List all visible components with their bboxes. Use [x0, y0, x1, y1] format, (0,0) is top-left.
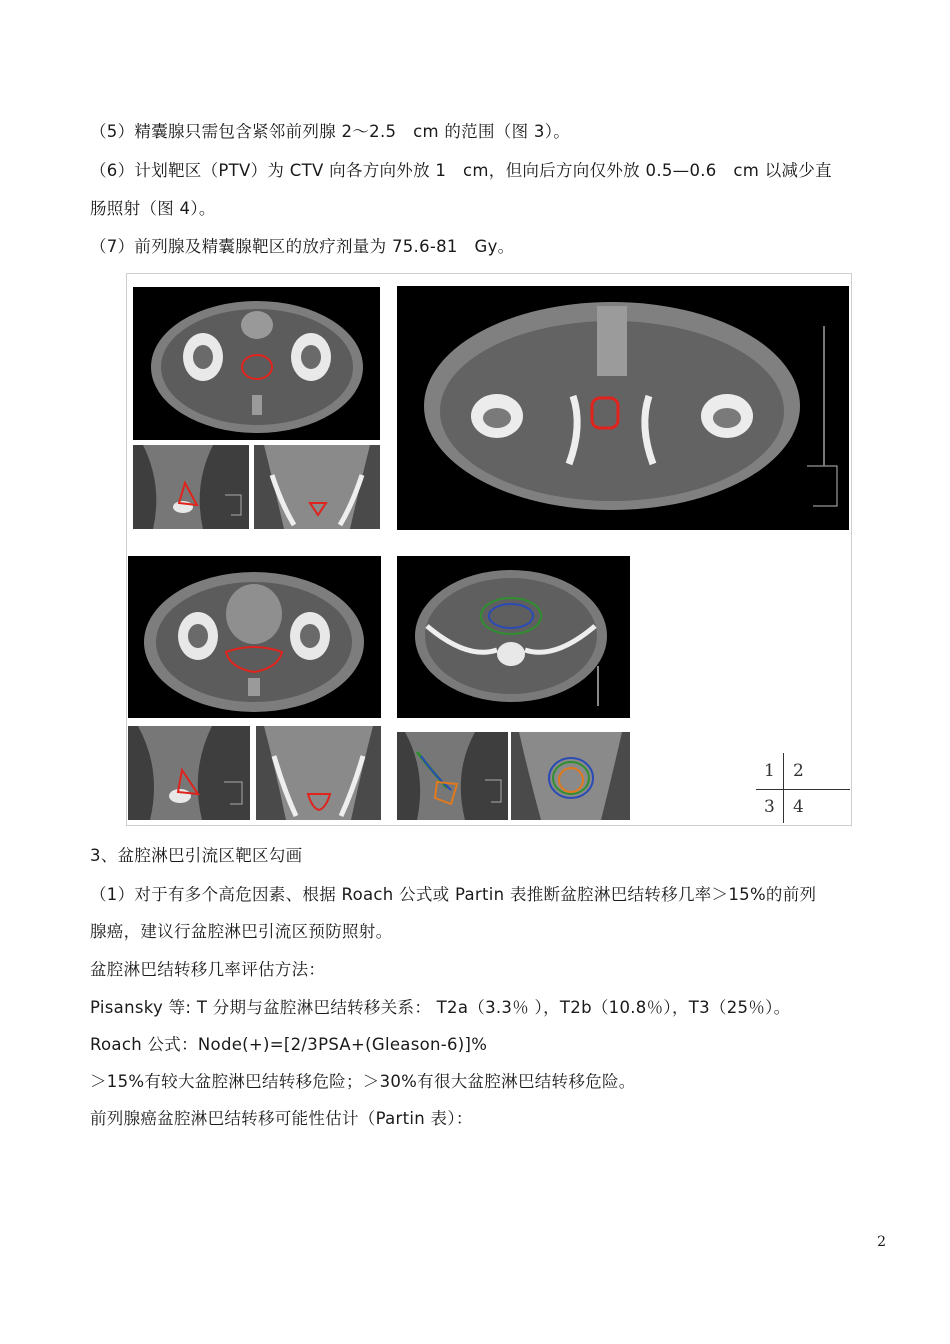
figure1-axial-ct-scan: [133, 287, 380, 440]
section-heading-pelvic-lymph: 3、盆腔淋巴引流区靶区勾画: [90, 846, 303, 865]
grid-key-horizontal-divider: [756, 789, 850, 790]
paragraph-item-6: （6）计划靶区（PTV）为 CTV 向各方向外放 1 cm，但向后方向仅外放 0.5—0.6 cm 以减少直: [90, 161, 832, 180]
grid-key-vertical-divider: [783, 753, 784, 823]
page-number: 2: [877, 1234, 886, 1250]
paragraph-pisansky: Pisansky 等: T 分期与盆腔淋巴结转移关系： T2a（3.3％ ），T2b（10.8％），T3（25％）。: [90, 998, 791, 1017]
grid-label-4: 4: [793, 797, 804, 817]
figure4-axial-ct-scan: [397, 556, 630, 718]
grid-label-3: 3: [764, 797, 775, 817]
figure4-coronal-ct-scan: [511, 732, 630, 820]
paragraph-assessment-method: 盆腔淋巴结转移几率评估方法：: [90, 960, 326, 979]
paragraph-partin-table: 前列腺癌盆腔淋巴结转移可能性估计（Partin 表）：: [90, 1109, 473, 1128]
figure1-sagittal-ct-scan: [133, 445, 249, 529]
grid-label-2: 2: [793, 761, 804, 781]
grid-label-1: 1: [764, 761, 775, 781]
paragraph-item-6-continued: 肠照射（图 4）。: [90, 199, 216, 218]
figure3-coronal-ct-scan: [256, 726, 381, 820]
figure-grid-key: [756, 753, 850, 823]
paragraph-item-5: （5）精囊腺只需包含紧邻前列腺 2～2.5 cm 的范围（图 3）。: [90, 122, 571, 141]
figure4-sagittal-ct-scan: [397, 732, 508, 820]
paragraph-item-1-continued: 腺癌，建议行盆腔淋巴引流区预防照射。: [90, 922, 393, 941]
paragraph-risk-thresholds: ＞15%有较大盆腔淋巴结转移危险；＞30%有很大盆腔淋巴结转移危险。: [90, 1072, 636, 1091]
paragraph-item-1: （1）对于有多个高危因素、根据 Roach 公式或 Partin 表推断盆腔淋巴结转移几率＞15%的前列: [90, 885, 817, 904]
figure3-sagittal-ct-scan: [128, 726, 250, 820]
figure1-coronal-ct-scan: [254, 445, 380, 529]
ct-contour-figure: [126, 273, 852, 826]
paragraph-roach-formula: Roach 公式：Node(+)=[2/3PSA+(Gleason-6)]%: [90, 1035, 488, 1054]
figure3-axial-ct-scan: [128, 556, 381, 718]
paragraph-item-7: （7）前列腺及精囊腺靶区的放疗剂量为 75.6-81 Gy。: [90, 237, 515, 256]
figure2-axial-ct-scan: [397, 286, 849, 530]
